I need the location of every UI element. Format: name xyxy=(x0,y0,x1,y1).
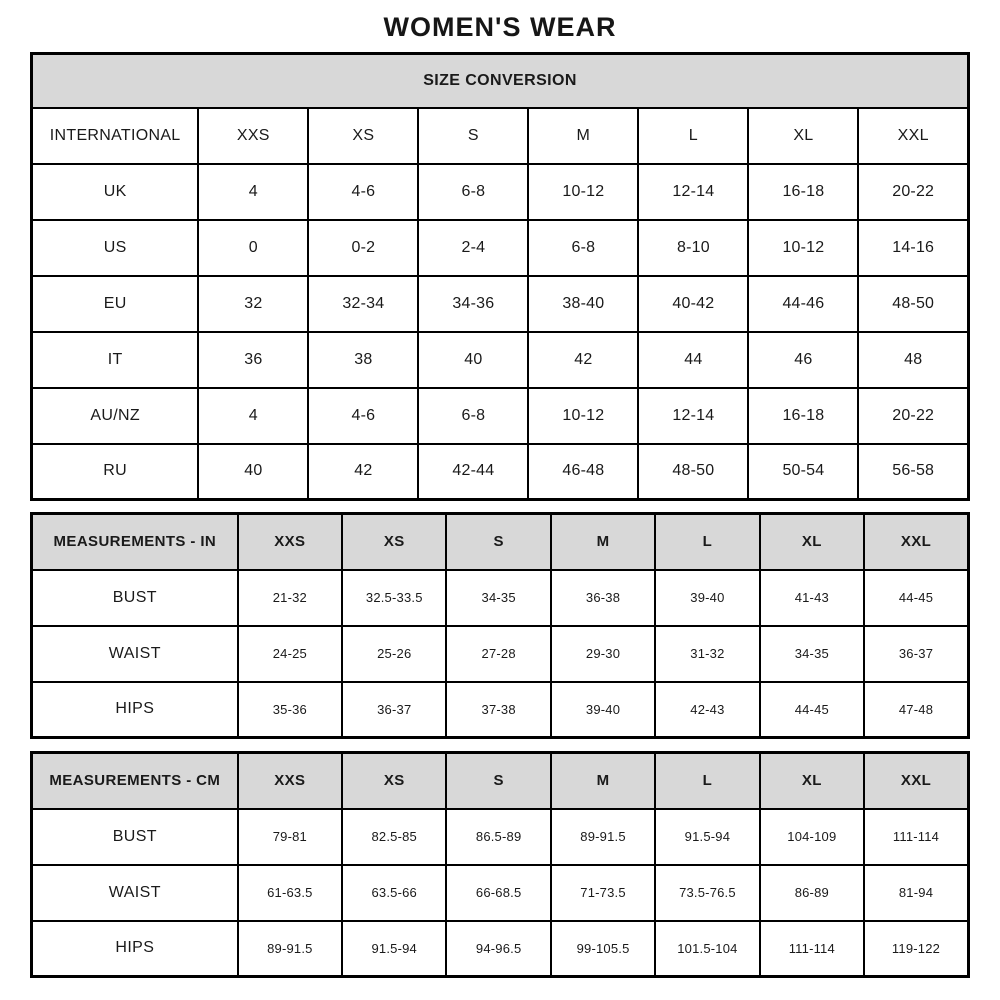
value-cell: 20-22 xyxy=(858,388,968,444)
value-cell: 21-32 xyxy=(238,570,342,626)
value-cell: 101.5-104 xyxy=(655,921,759,977)
value-cell: 41-43 xyxy=(760,570,864,626)
value-cell: 73.5-76.5 xyxy=(655,865,759,921)
column-header: XL xyxy=(748,108,858,164)
value-cell: 34-35 xyxy=(446,570,550,626)
column-header: M xyxy=(551,753,655,809)
value-cell: 42 xyxy=(528,332,638,388)
column-header: M xyxy=(528,108,638,164)
table-banner: SIZE CONVERSION xyxy=(32,54,969,108)
value-cell: 16-18 xyxy=(748,164,858,220)
value-cell: 31-32 xyxy=(655,626,759,682)
value-cell: 89-91.5 xyxy=(238,921,342,977)
value-cell: 111-114 xyxy=(760,921,864,977)
column-header: XS xyxy=(342,514,446,570)
measurements-cm-table xyxy=(30,751,970,978)
value-cell: 10-12 xyxy=(528,388,638,444)
value-cell: 2-4 xyxy=(418,220,528,276)
value-cell: 4-6 xyxy=(308,164,418,220)
value-cell: 32.5-33.5 xyxy=(342,570,446,626)
column-header: M xyxy=(551,514,655,570)
value-cell: 40 xyxy=(418,332,528,388)
row-label: RU xyxy=(32,444,199,500)
value-cell: 42 xyxy=(308,444,418,500)
value-cell: 16-18 xyxy=(748,388,858,444)
table-row xyxy=(32,276,969,332)
column-header-row xyxy=(32,753,969,809)
value-cell: 10-12 xyxy=(528,164,638,220)
column-header: S xyxy=(418,108,528,164)
value-cell: 42-44 xyxy=(418,444,528,500)
table-row xyxy=(32,220,969,276)
value-cell: 0 xyxy=(198,220,308,276)
value-cell: 32 xyxy=(198,276,308,332)
column-header: XXL xyxy=(864,514,968,570)
row-label: WAIST xyxy=(32,626,238,682)
value-cell: 44-46 xyxy=(748,276,858,332)
table-banner-row xyxy=(32,54,969,108)
row-label: BUST xyxy=(32,570,238,626)
table-row xyxy=(32,164,969,220)
column-header: XXL xyxy=(858,108,968,164)
column-header: L xyxy=(638,108,748,164)
row-label: IT xyxy=(32,332,199,388)
column-header-row xyxy=(32,514,969,570)
value-cell: 20-22 xyxy=(858,164,968,220)
column-header: S xyxy=(446,514,550,570)
column-header: XXS xyxy=(238,514,342,570)
value-cell: 86.5-89 xyxy=(446,809,550,865)
value-cell: 89-91.5 xyxy=(551,809,655,865)
column-header: L xyxy=(655,753,759,809)
value-cell: 46-48 xyxy=(528,444,638,500)
value-cell: 36-38 xyxy=(551,570,655,626)
table-row xyxy=(32,444,969,500)
value-cell: 48 xyxy=(858,332,968,388)
value-cell: 42-43 xyxy=(655,682,759,738)
value-cell: 111-114 xyxy=(864,809,968,865)
row-label: EU xyxy=(32,276,199,332)
value-cell: 63.5-66 xyxy=(342,865,446,921)
value-cell: 38 xyxy=(308,332,418,388)
value-cell: 36-37 xyxy=(864,626,968,682)
column-header: XXS xyxy=(238,753,342,809)
value-cell: 35-36 xyxy=(238,682,342,738)
value-cell: 56-58 xyxy=(858,444,968,500)
value-cell: 50-54 xyxy=(748,444,858,500)
row-label: US xyxy=(32,220,199,276)
column-header: XXS xyxy=(198,108,308,164)
measurements-in-table xyxy=(30,512,970,739)
value-cell: 12-14 xyxy=(638,164,748,220)
row-label: AU/NZ xyxy=(32,388,199,444)
size-conversion-table xyxy=(30,52,970,501)
corner-header: MEASUREMENTS - IN xyxy=(32,514,238,570)
value-cell: 48-50 xyxy=(638,444,748,500)
value-cell: 32-34 xyxy=(308,276,418,332)
value-cell: 10-12 xyxy=(748,220,858,276)
column-header: XS xyxy=(308,108,418,164)
table-row xyxy=(32,865,969,921)
row-label: WAIST xyxy=(32,865,238,921)
value-cell: 61-63.5 xyxy=(238,865,342,921)
value-cell: 8-10 xyxy=(638,220,748,276)
value-cell: 104-109 xyxy=(760,809,864,865)
value-cell: 91.5-94 xyxy=(342,921,446,977)
value-cell: 47-48 xyxy=(864,682,968,738)
value-cell: 38-40 xyxy=(528,276,638,332)
table-row xyxy=(32,682,969,738)
table-row xyxy=(32,570,969,626)
value-cell: 36-37 xyxy=(342,682,446,738)
row-label: HIPS xyxy=(32,682,238,738)
corner-header: MEASUREMENTS - CM xyxy=(32,753,238,809)
value-cell: 4 xyxy=(198,388,308,444)
value-cell: 34-36 xyxy=(418,276,528,332)
value-cell: 44-45 xyxy=(864,570,968,626)
value-cell: 119-122 xyxy=(864,921,968,977)
value-cell: 40-42 xyxy=(638,276,748,332)
value-cell: 48-50 xyxy=(858,276,968,332)
value-cell: 81-94 xyxy=(864,865,968,921)
corner-header: INTERNATIONAL xyxy=(32,108,199,164)
value-cell: 91.5-94 xyxy=(655,809,759,865)
value-cell: 46 xyxy=(748,332,858,388)
table-row xyxy=(32,921,969,977)
value-cell: 12-14 xyxy=(638,388,748,444)
value-cell: 44 xyxy=(638,332,748,388)
value-cell: 39-40 xyxy=(655,570,759,626)
value-cell: 29-30 xyxy=(551,626,655,682)
value-cell: 44-45 xyxy=(760,682,864,738)
value-cell: 39-40 xyxy=(551,682,655,738)
value-cell: 6-8 xyxy=(528,220,638,276)
value-cell: 27-28 xyxy=(446,626,550,682)
value-cell: 36 xyxy=(198,332,308,388)
value-cell: 6-8 xyxy=(418,164,528,220)
value-cell: 4-6 xyxy=(308,388,418,444)
value-cell: 99-105.5 xyxy=(551,921,655,977)
value-cell: 37-38 xyxy=(446,682,550,738)
value-cell: 79-81 xyxy=(238,809,342,865)
table-row xyxy=(32,626,969,682)
column-header: S xyxy=(446,753,550,809)
value-cell: 66-68.5 xyxy=(446,865,550,921)
value-cell: 4 xyxy=(198,164,308,220)
value-cell: 94-96.5 xyxy=(446,921,550,977)
column-header: XS xyxy=(342,753,446,809)
value-cell: 82.5-85 xyxy=(342,809,446,865)
column-header: XL xyxy=(760,514,864,570)
value-cell: 86-89 xyxy=(760,865,864,921)
table-row xyxy=(32,388,969,444)
value-cell: 71-73.5 xyxy=(551,865,655,921)
value-cell: 24-25 xyxy=(238,626,342,682)
row-label: HIPS xyxy=(32,921,238,977)
value-cell: 40 xyxy=(198,444,308,500)
page-title: WOMEN'S WEAR xyxy=(383,12,617,42)
column-header: L xyxy=(655,514,759,570)
value-cell: 34-35 xyxy=(760,626,864,682)
table-row xyxy=(32,332,969,388)
row-label: UK xyxy=(32,164,199,220)
column-header-row xyxy=(32,108,969,164)
column-header: XL xyxy=(760,753,864,809)
row-label: BUST xyxy=(32,809,238,865)
value-cell: 6-8 xyxy=(418,388,528,444)
value-cell: 14-16 xyxy=(858,220,968,276)
table-row xyxy=(32,809,969,865)
value-cell: 0-2 xyxy=(308,220,418,276)
value-cell: 25-26 xyxy=(342,626,446,682)
column-header: XXL xyxy=(864,753,968,809)
